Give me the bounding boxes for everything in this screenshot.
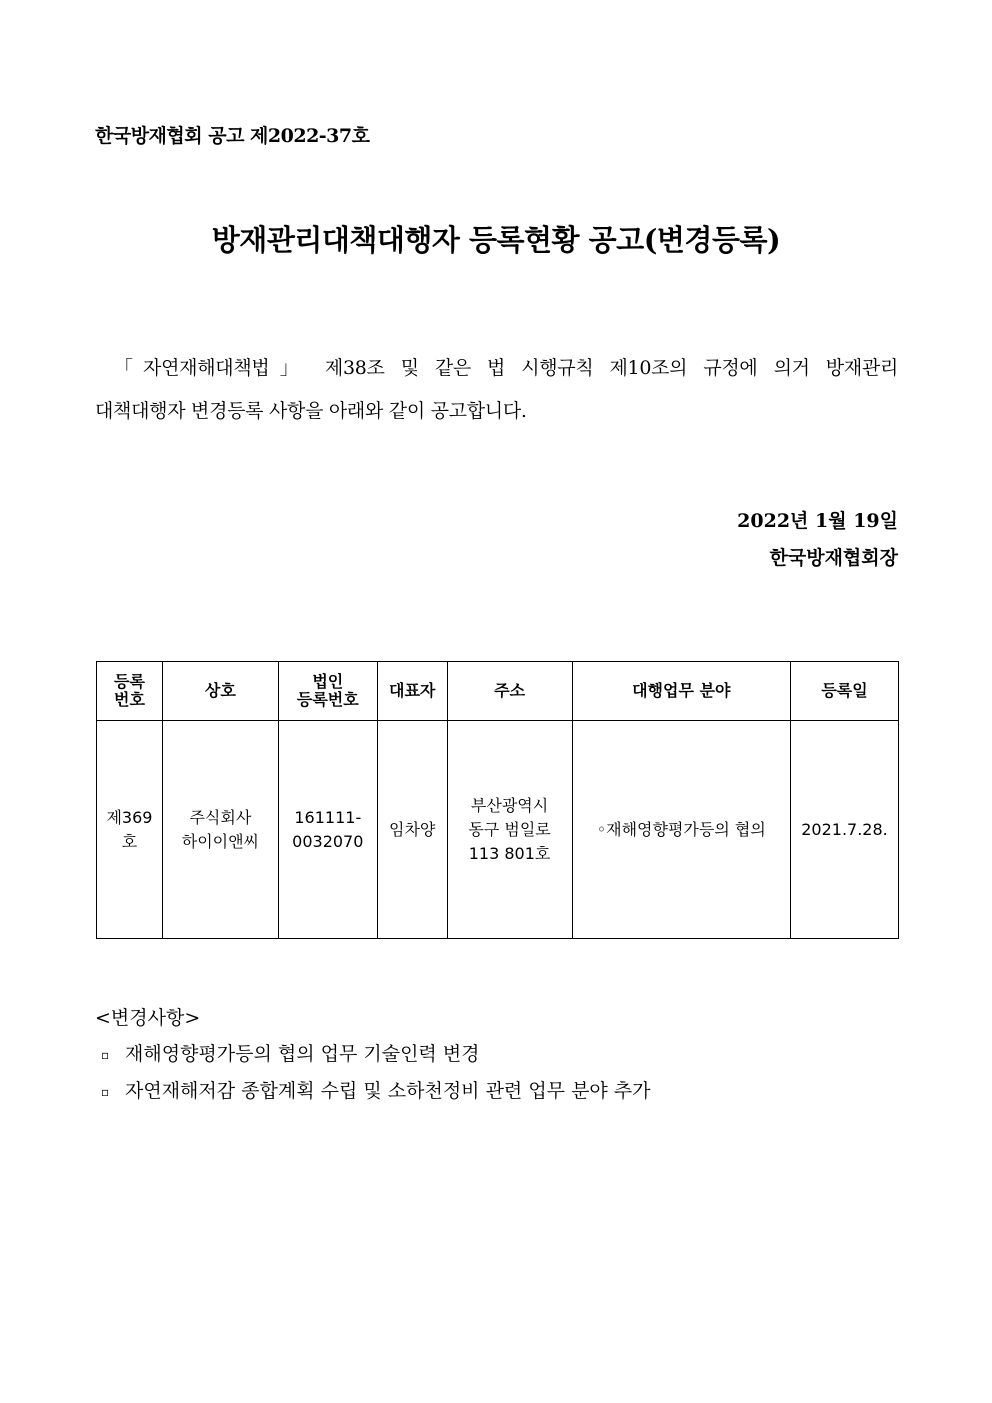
notice-date: 2022년 1월 19일 [737,510,898,532]
list-item [95,1073,651,1110]
document-title: 방재관리대책대행자 등록현황 공고(변경등록) [211,223,781,257]
table-header-row [97,662,899,721]
header-company: 상호 [162,662,278,721]
signature-block [737,503,898,577]
body-line-1: 「자연재해대책법」 제38조 및 같은 법 시행규칙 제10조의 규정에 의거 방재관리 [114,357,898,379]
changes-heading: <변경사항> [95,1007,201,1029]
cell-address: 부산광역시 동구 범일로 113 801호 [447,721,572,939]
notice-number: 한국방재협회 공고 제2022-37호 [95,125,370,147]
cell-corp-no: 161111- 0032070 [278,721,377,939]
registration-table [96,661,899,939]
cell-field: ◦재해영향평가등의 협의 [572,721,790,939]
list-item [95,1036,651,1073]
issuer-name: 한국방재협회장 [769,547,898,569]
change-item-text: 재해영향평가등의 협의 업무 기술인력 변경 [125,1043,480,1065]
square-bullet-icon: ▫ [101,1048,110,1062]
header-reg-no: 등록 번호 [97,662,163,721]
header-reg-date: 등록일 [791,662,899,721]
cell-reg-date: 2021.7.28. [791,721,899,939]
cell-reg-no: 제369호 [97,721,163,939]
header-corp-no: 법인 등록번호 [278,662,377,721]
change-item-text: 자연재해저감 종합계획 수립 및 소하천정비 관련 업무 분야 추가 [125,1080,651,1102]
body-paragraph [95,347,898,433]
cell-company: 주식회사 하이이앤씨 [162,721,278,939]
header-address: 주소 [447,662,572,721]
square-bullet-icon: ▫ [101,1085,110,1099]
changes-section [95,1000,651,1110]
table-row [97,721,899,939]
body-line-2: 대책대행자 변경등록 사항을 아래와 같이 공고합니다. [95,400,527,422]
cell-representative: 임차양 [377,721,447,939]
header-representative: 대표자 [377,662,447,721]
header-field: 대행업무 분야 [572,662,790,721]
